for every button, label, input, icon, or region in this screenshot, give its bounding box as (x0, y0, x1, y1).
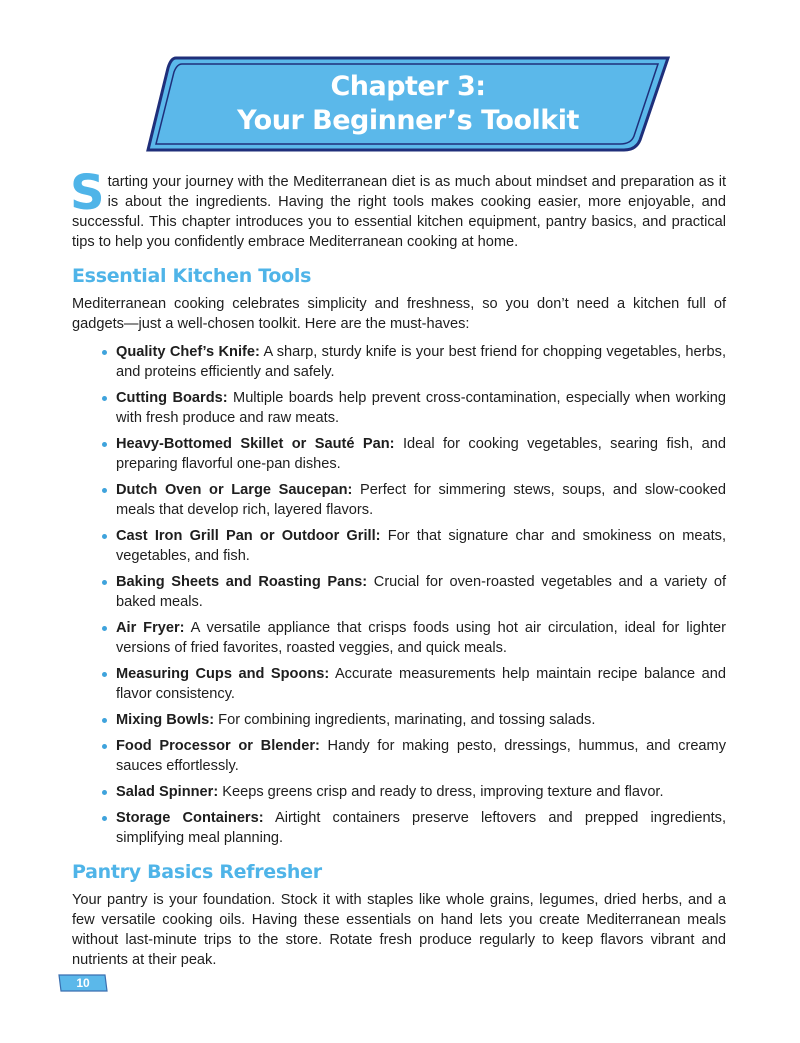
tool-name: Cutting Boards: (116, 390, 228, 406)
page-number-tab (58, 974, 108, 992)
list-item (116, 388, 726, 428)
tool-desc: A sharp, sturdy knife is your best friend for chopping vegetables, herbs, and proteins efficiently and safely. (116, 344, 726, 380)
list-item (116, 736, 726, 776)
list-item (116, 572, 726, 612)
bullet-icon (102, 672, 107, 677)
bullet-icon (102, 488, 107, 493)
bullet-icon (102, 442, 107, 447)
list-item (116, 710, 726, 730)
tool-name: Dutch Oven or Large Saucepan: (116, 482, 353, 498)
tool-desc: Airtight containers preserve leftovers and prepped ingredients, simplifying meal planning. (116, 810, 727, 846)
intro-paragraph (70, 165, 726, 252)
tool-desc: Perfect for simmering stews, soups, and slow-cooked meals that develop rich, layered flavors. (116, 482, 726, 518)
bullet-icon (102, 626, 107, 631)
bullet-icon (102, 816, 107, 821)
page-content (70, 165, 727, 970)
tool-desc: Keeps greens crisp and ready to dress, improving texture and flavor. (222, 784, 664, 800)
drop-cap: S (70, 165, 105, 221)
list-item (116, 782, 726, 802)
list-item (116, 480, 726, 520)
tool-desc: Multiple boards help prevent cross-contamination, especially when working with fresh produce and raw meats. (116, 390, 726, 426)
tool-desc: A versatile appliance that crisps foods using hot air circulation, ideal for lighter versions of fried favorites, roasted veggies, and quick meals. (116, 620, 726, 656)
bullet-icon (102, 350, 107, 355)
chapter-title: Your Beginner’s Toolkit (237, 105, 579, 136)
bullet-icon (102, 396, 107, 401)
chapter-title-banner (146, 56, 670, 152)
tool-name: Mixing Bowls: (116, 712, 215, 728)
tools-lead-paragraph: Mediterranean cooking celebrates simplicity and freshness, so you don’t need a kitchen full of gadgets—just a well-chosen toolkit. Here are the must-haves: (72, 296, 726, 332)
tool-desc: For that signature char and smokiness on meats, vegetables, and fish. (116, 528, 727, 564)
list-item (116, 808, 726, 848)
bullet-icon (102, 718, 107, 723)
tool-desc: Handy for making pesto, dressings, hummus, and creamy sauces effortlessly. (116, 738, 726, 774)
tool-name: Cast Iron Grill Pan or Outdoor Grill: (116, 528, 381, 544)
list-item (116, 664, 726, 704)
section-heading-tools: Essential Kitchen Tools (72, 265, 312, 287)
tool-name: Baking Sheets and Roasting Pans: (116, 574, 368, 590)
page-number: 10 (76, 976, 90, 990)
tool-desc: Accurate measurements help maintain recipe balance and flavor consistency. (116, 666, 726, 702)
tool-desc: Ideal for cooking vegetables, searing fish, and preparing flavorful one-pan dishes. (116, 436, 726, 472)
list-item (116, 342, 726, 382)
tool-name: Measuring Cups and Spoons: (116, 666, 330, 682)
tool-desc: For combining ingredients, marinating, and tossing salads. (218, 712, 596, 728)
bullet-icon (102, 790, 107, 795)
tool-name: Salad Spinner: (116, 784, 219, 800)
tool-name: Heavy-Bottomed Skillet or Sauté Pan: (116, 436, 395, 452)
list-item (116, 526, 726, 566)
bullet-icon (102, 744, 107, 749)
pantry-paragraph: Your pantry is your foundation. Stock it with staples like whole grains, legumes, dried herbs, and a few versatile cooking oils. Having these essentials on hand lets you create Mediterranean meals without last-minute trips to the store. Rotate fresh produce regularly to keep flavors vibrant and nutrients at their peak. (72, 892, 726, 968)
tool-name: Storage Containers: (116, 810, 264, 826)
tool-name: Food Processor or Blender: (116, 738, 320, 754)
tool-name: Air Fryer: (116, 620, 185, 636)
tool-name: Quality Chef’s Knife: (116, 344, 260, 360)
bullet-icon (102, 580, 107, 585)
intro-text: tarting your journey with the Mediterranean diet is as much about mindset and preparation as it is about the ingredients. Having the right tools makes cooking easier, more enjoyable, and successful. This chapter introduces you to essential kitchen equipment, pantry basics, and practical tips to help you confidently embrace Mediterranean cooking at home. (72, 174, 726, 250)
list-item (116, 434, 726, 474)
bullet-icon (102, 534, 107, 539)
tool-desc: Crucial for oven-roasted vegetables and a variety of baked meals. (116, 574, 726, 610)
tools-list (72, 342, 726, 848)
list-item (116, 618, 726, 658)
section-heading-pantry: Pantry Basics Refresher (72, 861, 322, 883)
chapter-number: Chapter 3: (330, 71, 486, 102)
